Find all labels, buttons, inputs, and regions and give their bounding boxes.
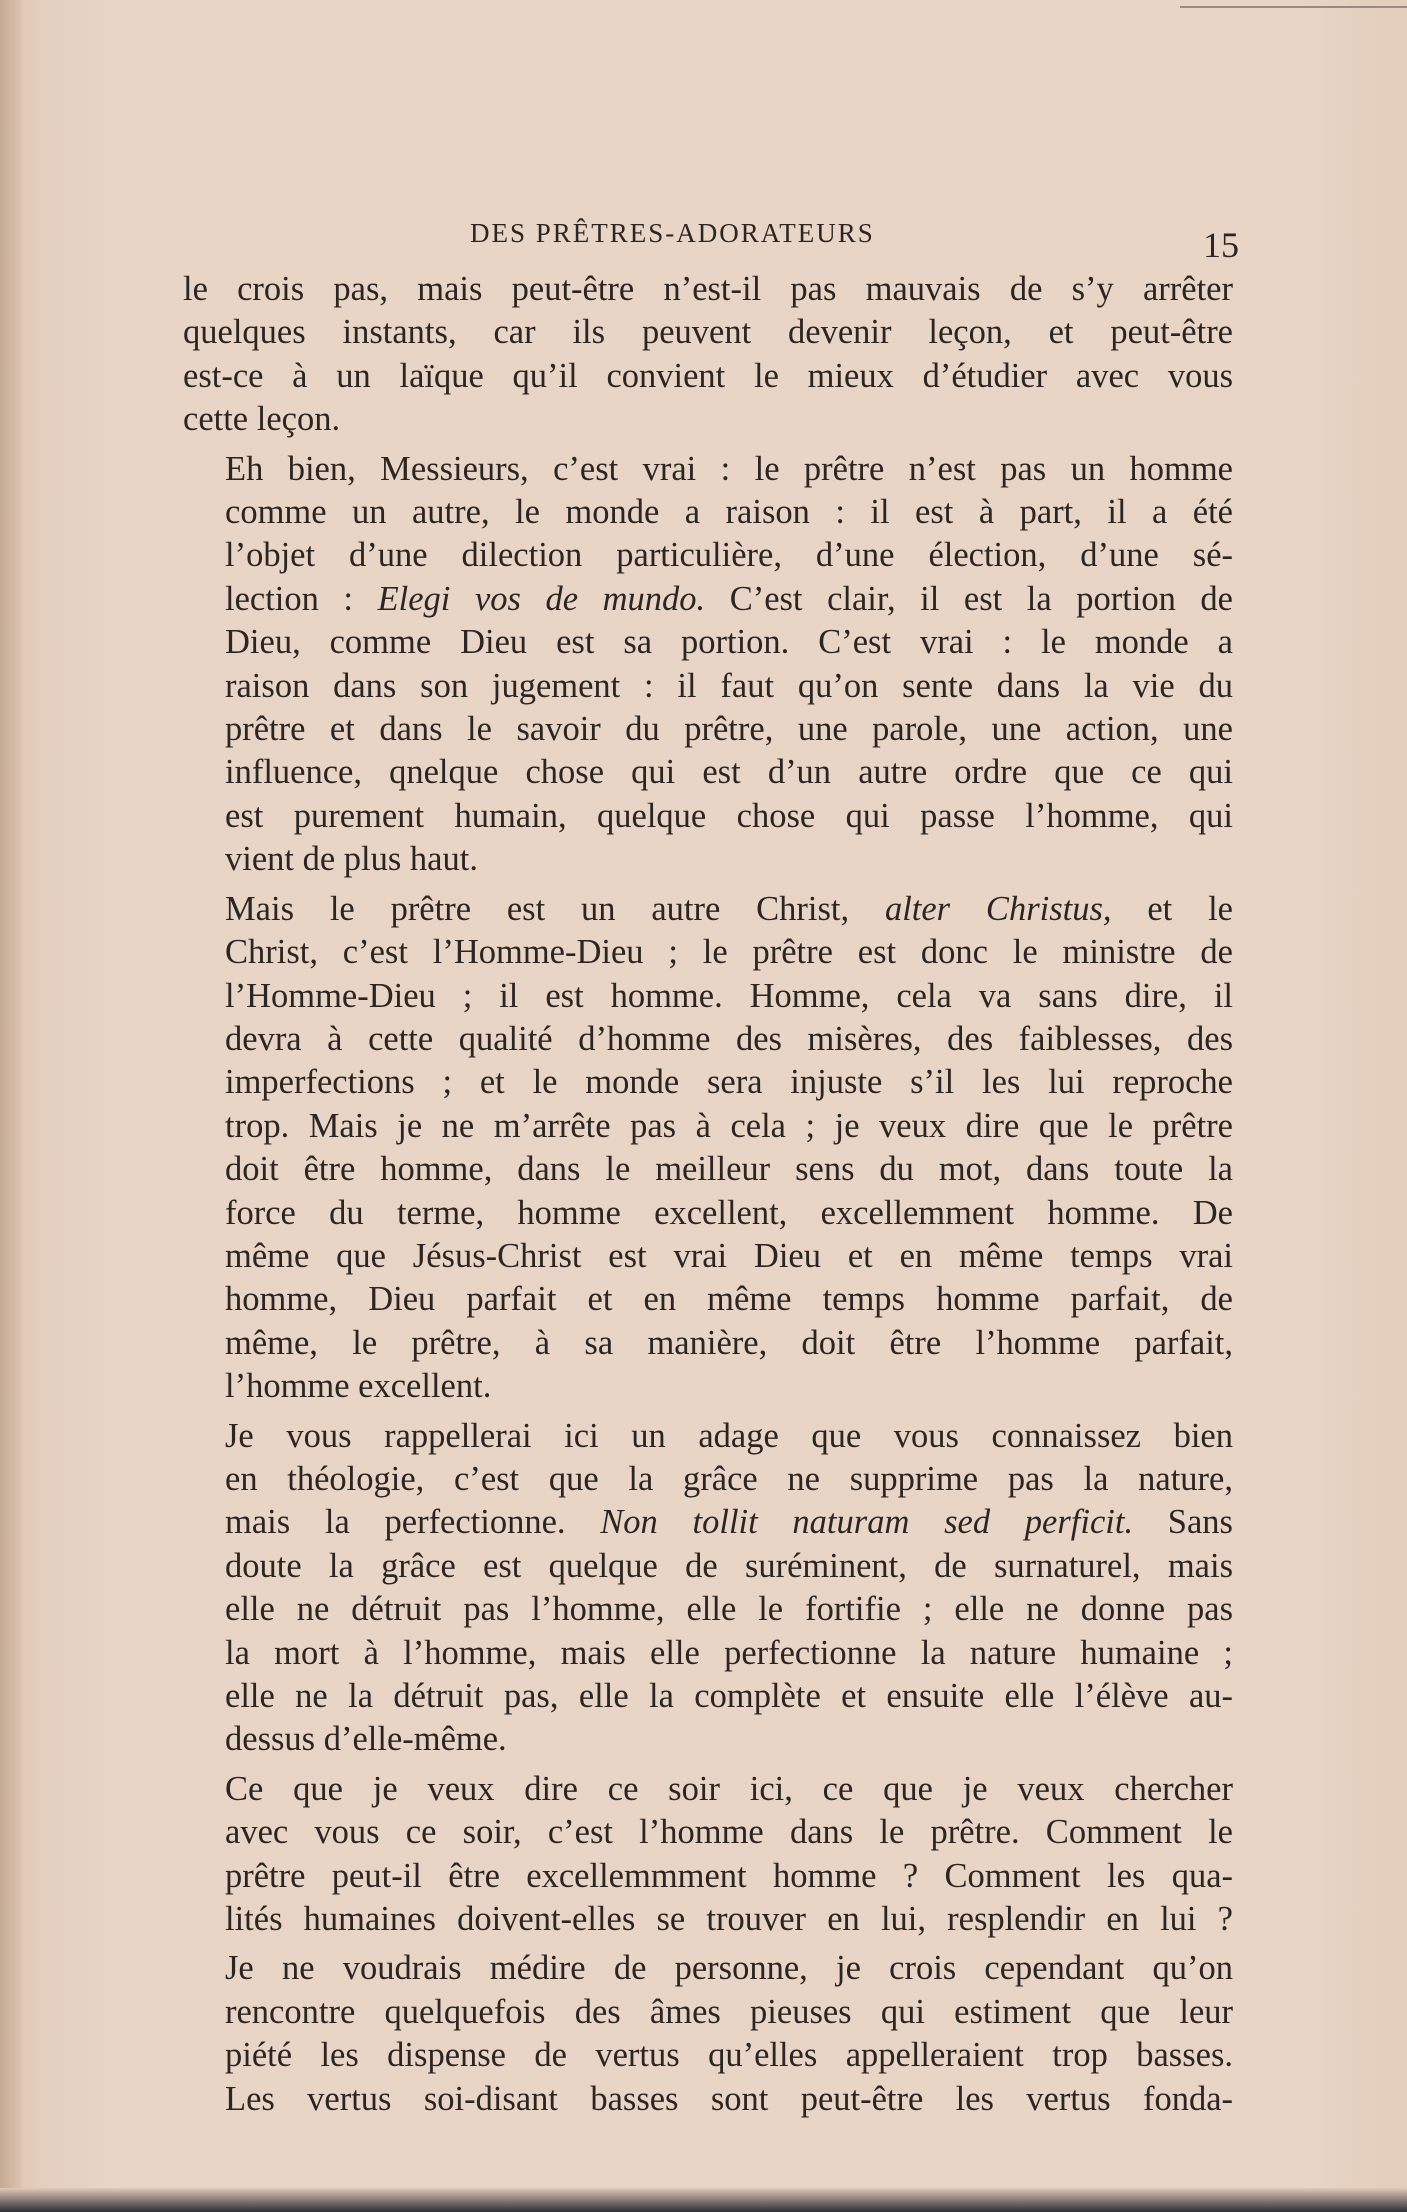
- paragraph-5: [183, 1768, 1233, 1942]
- text-line: devra à cette qualité d’homme des misères, des faiblesses, des: [225, 1019, 1233, 1058]
- text-line-with-latin: lection : Elegi vos de mundo. C’est clair, il est la portion de: [225, 579, 1233, 618]
- text-line: force du terme, homme excellent, excellemment homme. De: [225, 1193, 1233, 1232]
- latin-phrase: Non tollit naturam sed perficit.: [600, 1503, 1134, 1542]
- text-line: trop. Mais je ne m’arrête pas à cela ; je veux dire que le prêtre: [225, 1106, 1233, 1145]
- text-line: homme, Dieu parfait et en même temps homme parfait, de: [225, 1280, 1233, 1319]
- text-line: imperfections ; et le monde sera injuste s’il les lui reproche: [225, 1063, 1233, 1102]
- text-line: l’Homme-Dieu ; il est homme. Homme, cela va sans dire, il: [225, 976, 1233, 1015]
- text-line: Ce que je veux dire ce soir ici, ce que je veux chercher: [225, 1769, 1233, 1808]
- text-line: même que Jésus-Christ est vrai Dieu et en même temps vrai: [225, 1236, 1233, 1275]
- latin-phrase: Elegi vos de mundo.: [377, 579, 706, 618]
- top-edge-line: [1180, 6, 1407, 8]
- paragraph-6: [183, 1947, 1233, 2121]
- text-line: raison dans son jugement : il faut qu’on sente dans la vie du: [225, 666, 1233, 705]
- text-line: influence, qnelque chose qui est d’un autre ordre que ce qui: [225, 753, 1233, 792]
- paragraph-4: [183, 1415, 1233, 1762]
- running-head: DES PRÊTRES-ADORATEURS: [470, 218, 875, 248]
- text-line: en théologie, c’est que la grâce ne supprime pas la nature,: [225, 1459, 1233, 1498]
- latin-phrase: alter Christus,: [884, 889, 1112, 928]
- text-line-with-latin: mais la perfectionne. Non tollit naturam sed perficit. Sans: [225, 1503, 1233, 1542]
- text-line: la mort à l’homme, mais elle perfectionne la nature humaine ;: [225, 1633, 1233, 1672]
- text-line: même, le prêtre, à sa manière, doit être l’homme parfait,: [225, 1323, 1233, 1362]
- paragraph-2: [183, 448, 1233, 882]
- text-line: quelques instants, car ils peuvent devenir leçon, et peut-être: [183, 313, 1233, 352]
- text-line: elle ne détruit pas l’homme, elle le fortifie ; elle ne donne pas: [225, 1590, 1233, 1629]
- text-line: piété les dispense de vertus qu’elles appelleraient trop basses.: [225, 2036, 1233, 2075]
- text-line: comme un autre, le monde a raison : il est à part, il a été: [225, 493, 1233, 532]
- text-line: le crois pas, mais peut-être n’est-il pas mauvais de s’y arrêter: [183, 270, 1233, 308]
- text-line: Eh bien, Messieurs, c’est vrai : le prêtre n’est pas un homme: [225, 449, 1233, 488]
- text-line: l’objet d’une dilection particulière, d’une élection, d’une sé-: [225, 536, 1233, 575]
- text-line: Dieu, comme Dieu est sa portion. C’est vrai : le monde a: [225, 623, 1233, 662]
- text-line: Je vous rappellerai ici un adage que vous connaissez bien: [225, 1416, 1233, 1455]
- bottom-edge-shadow: [0, 2188, 1407, 2212]
- text-line: doit être homme, dans le meilleur sens du mot, dans toute la: [225, 1150, 1233, 1189]
- text-line: est-ce à un laïque qu’il convient le mieux d’étudier avec vous: [183, 356, 1233, 395]
- page-number: 15: [1203, 225, 1239, 265]
- text-line: prêtre et dans le savoir du prêtre, une parole, une action, une: [225, 710, 1233, 749]
- text-line: prêtre peut-il être excellemmment homme ? Comment les qua-: [225, 1856, 1233, 1895]
- text-line: rencontre quelquefois des âmes pieuses qui estiment que leur: [225, 1992, 1233, 2031]
- text-line: est purement humain, quelque chose qui passe l’homme, qui: [225, 796, 1233, 835]
- text-line: doute la grâce est quelque de suréminent, de surnaturel, mais: [225, 1546, 1233, 1585]
- text-line: avec vous ce soir, c’est l’homme dans le prêtre. Comment le: [225, 1813, 1233, 1852]
- text-line: l’homme excellent.: [225, 1367, 492, 1406]
- paragraph-1: [183, 268, 1233, 442]
- text-line: vient de plus haut.: [225, 840, 478, 879]
- text-line: dessus d’elle-même.: [225, 1720, 507, 1759]
- text-line: elle ne la détruit pas, elle la complète et ensuite elle l’élève au-: [225, 1677, 1233, 1715]
- text-line-with-latin: Mais le prêtre est un autre Christ, alter Christus, et le: [225, 889, 1233, 928]
- page-gutter-shadow: [0, 0, 22, 2212]
- body-text: [183, 268, 1233, 2127]
- text-line: lités humaines doivent-elles se trouver en lui, resplendir en lui ?: [225, 1900, 1233, 1939]
- text-line: Christ, c’est l’Homme-Dieu ; le prêtre est donc le ministre de: [225, 933, 1233, 972]
- paragraph-3: [183, 888, 1233, 1409]
- text-line: Les vertus soi-disant basses sont peut-être les vertus fonda-: [225, 2079, 1233, 2118]
- text-line: cette leçon.: [183, 400, 341, 439]
- text-line: Je ne voudrais médire de personne, je crois cependant qu’on: [225, 1949, 1233, 1988]
